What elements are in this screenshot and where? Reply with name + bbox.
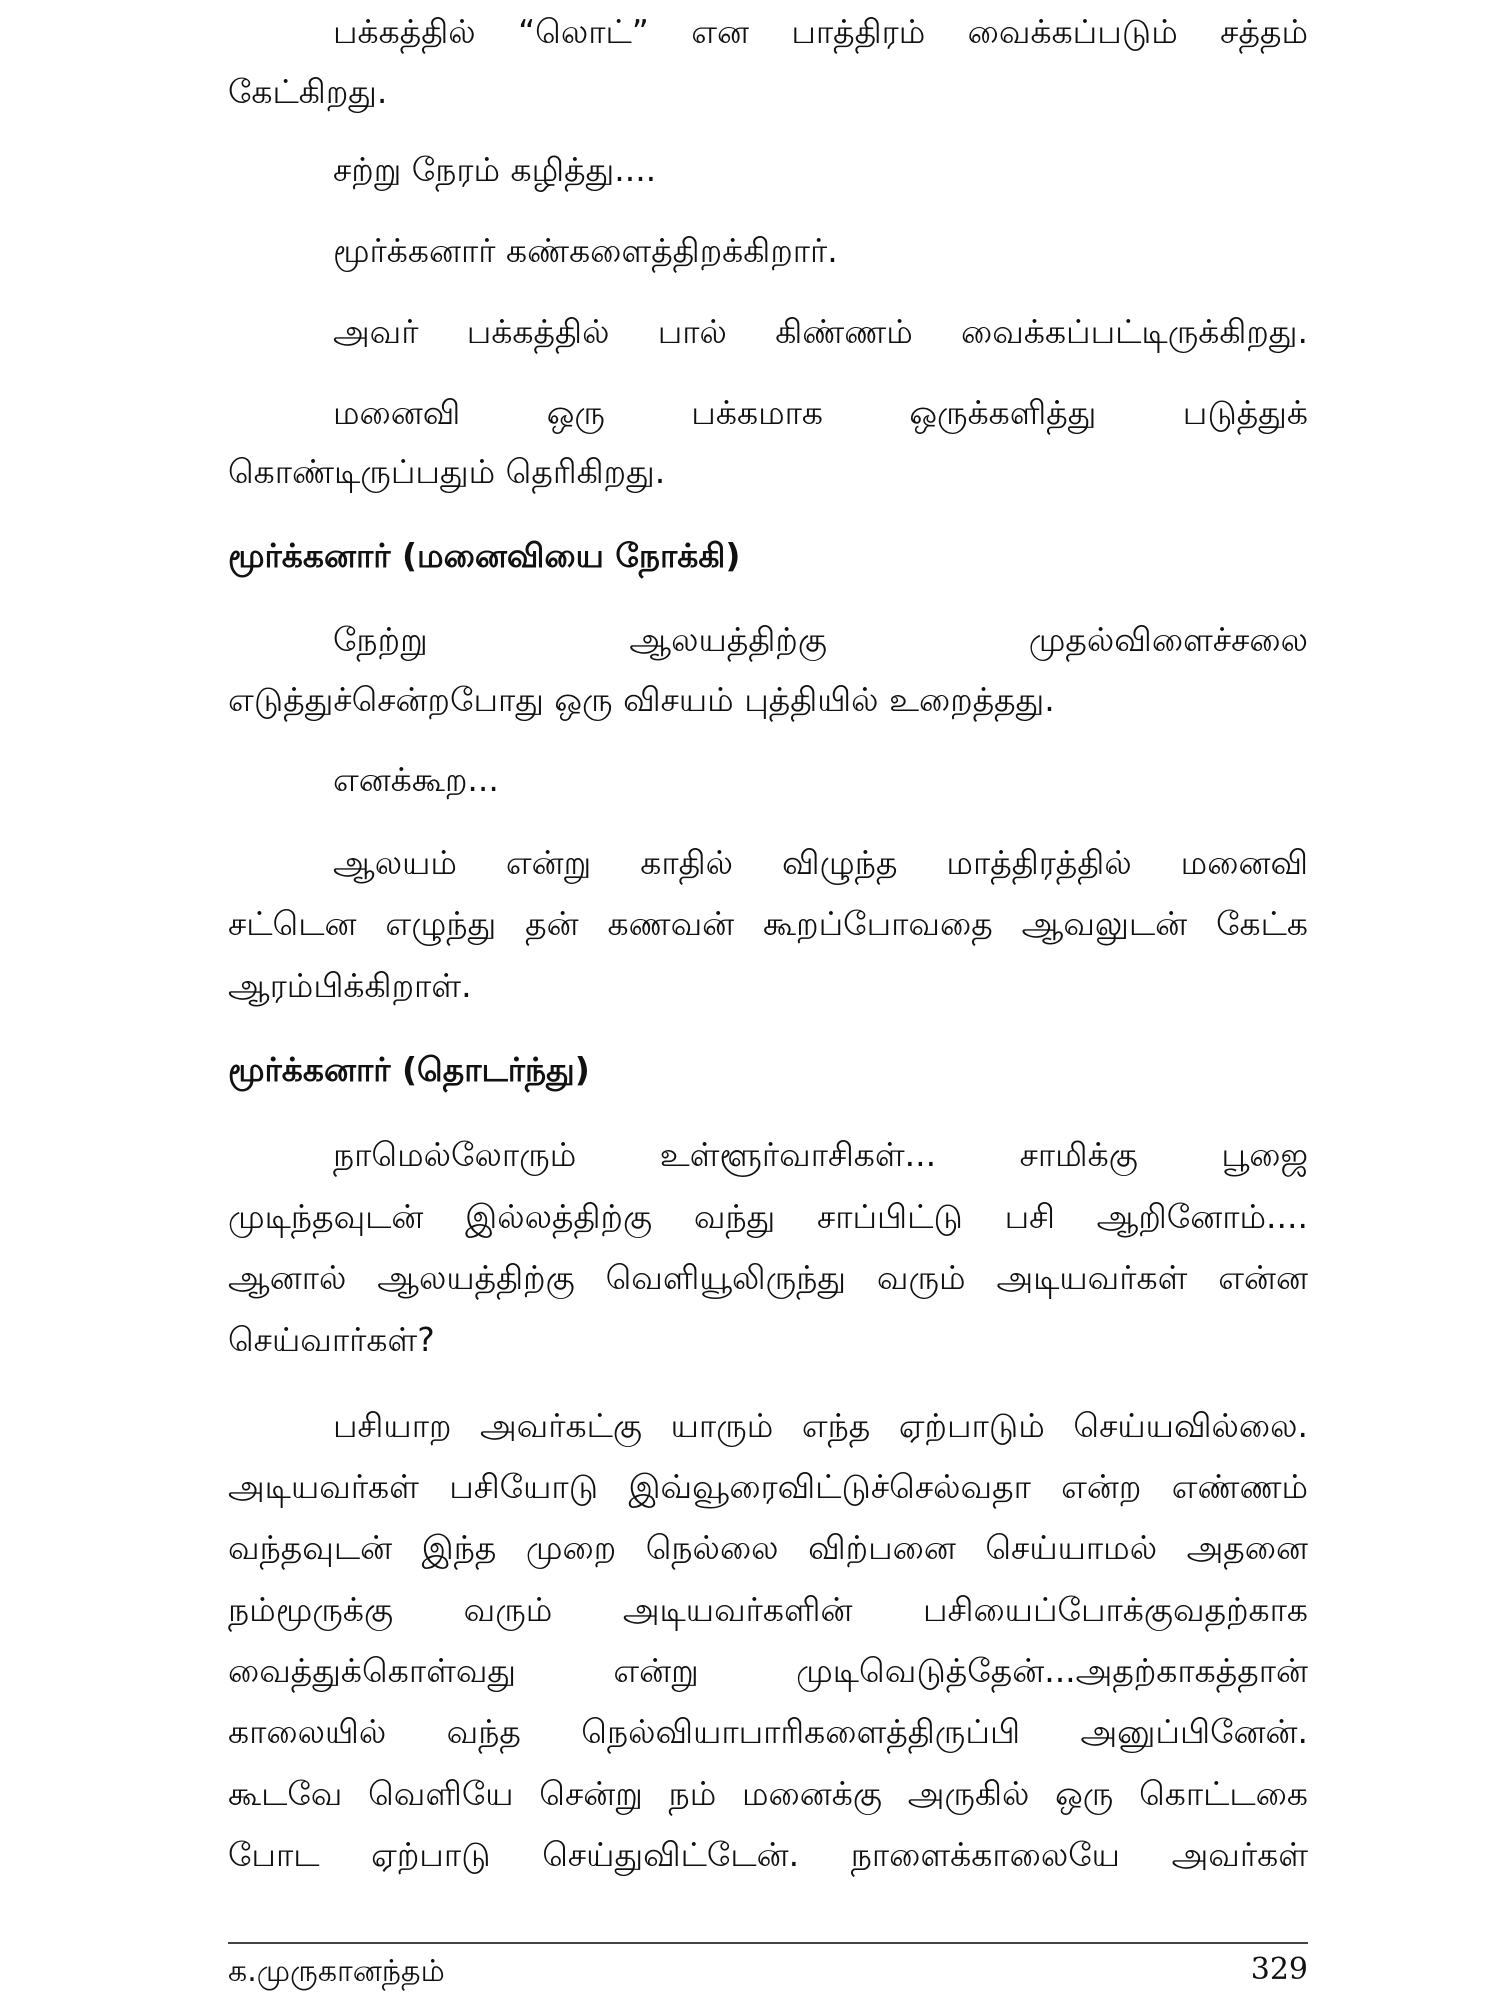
text-line: நேற்று ஆலயத்திற்கு முதல்விளைச்சலை — [333, 620, 1308, 659]
text-line: மூர்க்கனார் கண்களைத்திறக்கிறார். — [333, 231, 838, 270]
footer-rule — [228, 1942, 1308, 1944]
text-line: போட ஏற்பாடு செய்துவிட்டேன். நாளைக்காலையே அவர்கள் — [228, 1835, 1308, 1874]
page-body — [228, 0, 1308, 2000]
text-line: சட்டென எழுந்து தன் கணவன் கூறப்போவதை ஆவலுடன் கேட்க — [228, 904, 1308, 943]
text-line: அவர் பக்கத்தில் பால் கிண்ணம் வைக்கப்பட்டிருக்கிறது. — [333, 312, 1308, 351]
text-line: சற்று நேரம் கழித்து.... — [333, 150, 657, 189]
speaker-heading: மூர்க்கனார் (தொடர்ந்து) — [228, 1050, 590, 1089]
text-line: ஆனால் ஆலயத்திற்கு வெளியூலிருந்து வரும் அடியவர்கள் என்ன — [228, 1258, 1308, 1297]
text-line: ஆலயம் என்று காதில் விழுந்த மாத்திரத்தில் மனைவி — [333, 843, 1308, 882]
text-line: கேட்கிறது. — [228, 72, 388, 111]
text-line: பக்கத்தில் “லொட்” என பாத்திரம் வைக்கப்படும் சத்தம் — [333, 12, 1308, 51]
text-line: முடிந்தவுடன் இல்லத்திற்கு வந்து சாப்பிட்டு பசி ஆறினோம்.... — [228, 1197, 1308, 1236]
text-line: வைத்துக்கொள்வது என்று முடிவெடுத்தேன்...அதற்காகத்தான் — [228, 1651, 1308, 1690]
text-line: அடியவர்கள் பசியோடு இவ்வூரைவிட்டுச்செல்வதா என்ற எண்ணம் — [228, 1467, 1308, 1506]
footer-author: க.முருகானந்தம் — [228, 1954, 445, 1989]
text-line: பசியாற அவர்கட்கு யாரும் எந்த ஏற்பாடும் செய்யவில்லை. — [333, 1406, 1308, 1445]
text-line: நாமெல்லோரும் உள்ளூர்வாசிகள்... சாமிக்கு பூஜை — [333, 1135, 1308, 1174]
page-number: 329 — [1250, 1952, 1308, 1987]
text-line: காலையில் வந்த நெல்வியாபாரிகளைத்திருப்பி அனுப்பினேன். — [228, 1712, 1308, 1751]
text-line: எனக்கூற... — [333, 760, 499, 799]
text-line: கூடவே வெளியே சென்று நம் மனைக்கு அருகில் ஒரு கொட்டகை — [228, 1774, 1308, 1813]
text-line: மனைவி ஒரு பக்கமாக ஒருக்களித்து படுத்துக் — [333, 393, 1308, 432]
text-line: செய்வார்கள்? — [228, 1320, 435, 1359]
speaker-heading: மூர்க்கனார் (மனைவியை நோக்கி) — [228, 536, 741, 575]
text-line: ஆரம்பிக்கிறாள். — [228, 966, 472, 1005]
text-line: வந்தவுடன் இந்த முறை நெல்லை விற்பனை செய்யாமல் அதனை — [228, 1528, 1308, 1567]
text-line: எடுத்துச்சென்றபோது ஒரு விசயம் புத்தியில் உறைத்தது. — [228, 680, 1055, 719]
text-line: நம்மூருக்கு வரும் அடியவர்களின் பசியைப்போக்குவதற்காக — [228, 1590, 1308, 1629]
text-line: கொண்டிருப்பதும் தெரிகிறது. — [228, 452, 666, 491]
